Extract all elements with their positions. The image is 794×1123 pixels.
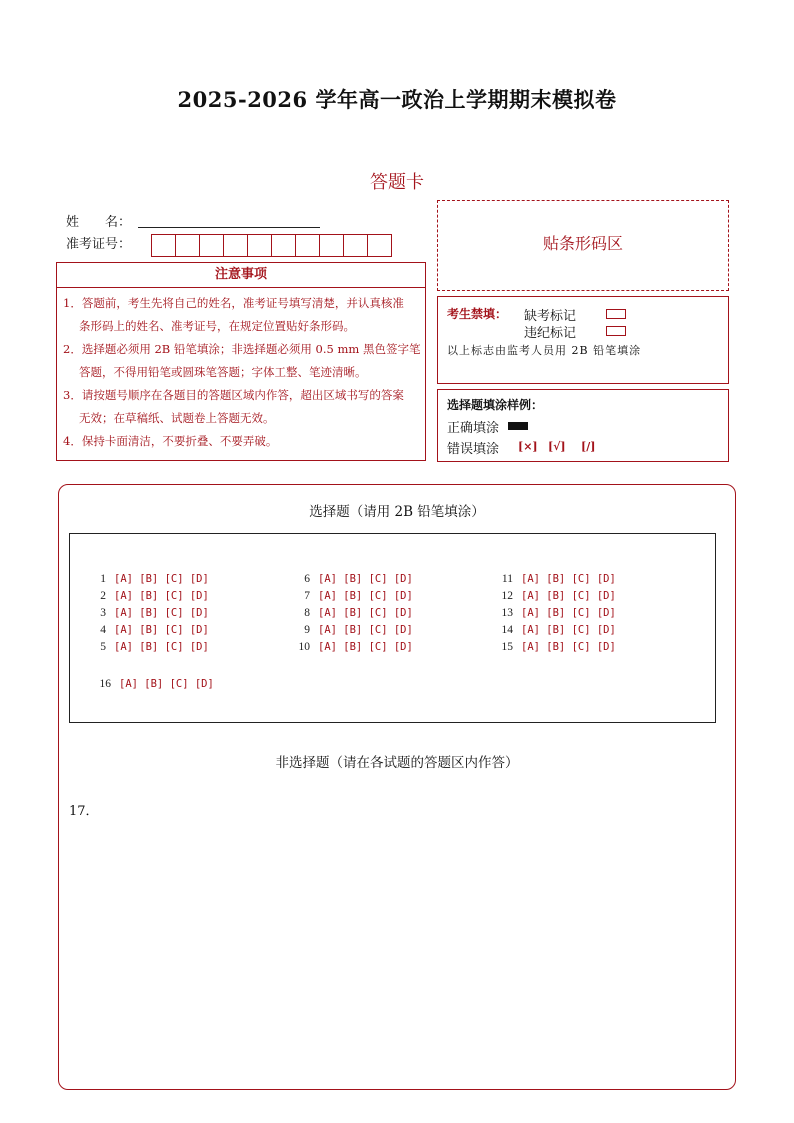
question-row[interactable] <box>497 571 616 588</box>
question-row[interactable] <box>96 571 209 588</box>
question-row[interactable] <box>294 571 413 588</box>
answer-options[interactable]: [A] [B] [C] [D] <box>114 624 209 636</box>
question-number: 16 <box>99 678 111 690</box>
notice-item <box>57 384 425 430</box>
wrong-mark: [√] <box>548 440 566 453</box>
answer-options[interactable]: [A] [B] [C] [D] <box>521 590 616 602</box>
id-digit-box[interactable] <box>343 234 368 257</box>
answer-options[interactable]: [A] [B] [C] [D] <box>318 590 413 602</box>
correct-fill-mark <box>508 422 528 430</box>
answer-options[interactable]: [A] [B] [C] [D] <box>521 573 616 585</box>
question-row[interactable] <box>294 622 413 639</box>
absent-label: 缺考标记 <box>524 309 577 324</box>
question-row[interactable] <box>497 622 616 639</box>
question-17-label: 17． <box>69 804 99 819</box>
question-row[interactable] <box>497 639 616 656</box>
id-digit-box[interactable] <box>247 234 272 257</box>
question-row[interactable] <box>96 622 209 639</box>
forbid-label: 考生禁填： <box>447 307 508 321</box>
forbid-box <box>437 296 729 384</box>
notice-item <box>57 430 425 453</box>
wrong-mark: [/] <box>581 440 596 453</box>
violation-mark[interactable] <box>606 326 626 336</box>
name-label: 姓 名： <box>66 215 132 230</box>
answer-options[interactable]: [A] [B] [C] [D] <box>318 573 413 585</box>
absent-mark[interactable] <box>606 309 626 319</box>
id-digit-box[interactable] <box>223 234 248 257</box>
forbid-note: 以上标志由监考人员用 2B 铅笔填涂 <box>447 344 642 357</box>
choice-column <box>96 571 209 656</box>
question-number: 10 <box>298 641 310 653</box>
wrong-mark: [×] <box>518 440 538 453</box>
question-row[interactable] <box>497 605 616 622</box>
answer-options[interactable]: [A] [B] [C] [D] <box>521 641 616 653</box>
id-digit-box[interactable] <box>151 234 176 257</box>
choice-heading: 选择题（请用 2B 铅笔填涂） <box>309 504 485 520</box>
question-row[interactable] <box>294 639 413 656</box>
question-row[interactable] <box>96 588 209 605</box>
id-digit-box[interactable] <box>367 234 392 257</box>
question-number: 15 <box>501 641 513 653</box>
name-field[interactable] <box>138 227 320 228</box>
question-number: 5 <box>100 641 106 653</box>
answer-options[interactable]: [A] [B] [C] [D] <box>119 678 214 690</box>
question-row[interactable] <box>96 639 209 656</box>
page-title: 2025-2026 学年高一政治上学期期末模拟卷 <box>177 87 617 112</box>
nonchoice-heading: 非选择题（请在各试题的答题区内作答） <box>275 755 519 771</box>
notice-line: 1．答题前，考生先将自己的姓名，准考证号填写清楚，并认真核准 <box>63 296 404 310</box>
answer-options[interactable]: [A] [B] [C] [D] <box>114 573 209 585</box>
notice-line: 4．保持卡面清洁，不要折叠、不要弄破。 <box>63 434 278 448</box>
choice-column <box>497 571 616 656</box>
question-number: 13 <box>501 607 513 619</box>
question-row[interactable] <box>294 588 413 605</box>
question-number: 14 <box>501 624 513 636</box>
notice-line: 无效；在草稿纸、试题卷上答题无效。 <box>79 411 275 425</box>
correct-label: 正确填涂 <box>447 421 500 436</box>
choice-column <box>97 676 214 693</box>
notice-box <box>56 262 426 461</box>
question-row[interactable] <box>497 588 616 605</box>
id-digit-box[interactable] <box>271 234 296 257</box>
id-digit-box[interactable] <box>295 234 320 257</box>
question-row[interactable] <box>97 676 214 693</box>
question-number: 12 <box>501 590 513 602</box>
violation-label: 违纪标记 <box>524 326 577 341</box>
answer-options[interactable]: [A] [B] [C] [D] <box>114 590 209 602</box>
id-digit-box[interactable] <box>319 234 344 257</box>
question-number: 4 <box>100 624 106 636</box>
answer-options[interactable]: [A] [B] [C] [D] <box>521 607 616 619</box>
question-row[interactable] <box>294 605 413 622</box>
fill-sample-box <box>437 389 729 462</box>
notice-item <box>57 292 425 338</box>
answer-options[interactable]: [A] [B] [C] [D] <box>521 624 616 636</box>
barcode-area <box>437 200 729 291</box>
question-number: 8 <box>304 607 310 619</box>
barcode-label: 贴条形码区 <box>542 234 623 253</box>
notice-line: 3．请按题号顺序在各题目的答题区域内作答，超出区域书写的答案 <box>63 388 404 402</box>
answer-options[interactable]: [A] [B] [C] [D] <box>318 641 413 653</box>
notice-line: 2．选择题必须用 2B 铅笔填涂；非选择题必须用 0.5 mm 黑色签字笔 <box>63 342 421 356</box>
question-17-answer-area[interactable] <box>69 822 716 1072</box>
answer-options[interactable]: [A] [B] [C] [D] <box>318 607 413 619</box>
card-title: 答题卡 <box>370 172 424 193</box>
question-number: 3 <box>100 607 106 619</box>
question-number: 7 <box>304 590 310 602</box>
notice-item <box>57 338 425 384</box>
notice-line: 条形码上的姓名、准考证号，在规定位置贴好条形码。 <box>79 319 355 333</box>
id-label: 准考证号： <box>66 237 132 252</box>
notice-heading: 注意事项 <box>57 263 425 288</box>
question-row[interactable] <box>96 605 209 622</box>
answer-options[interactable]: [A] [B] [C] [D] <box>114 607 209 619</box>
question-number: 2 <box>100 590 106 602</box>
question-number: 11 <box>501 573 513 585</box>
notice-line: 答题，不得用铅笔或圆珠笔答题；字体工整、笔迹清晰。 <box>79 365 367 379</box>
wrong-label: 错误填涂 <box>447 442 500 457</box>
id-digit-box[interactable] <box>199 234 224 257</box>
answer-options[interactable]: [A] [B] [C] [D] <box>318 624 413 636</box>
question-number: 6 <box>304 573 310 585</box>
question-number: 1 <box>100 573 106 585</box>
choice-column <box>294 571 413 656</box>
answer-options[interactable]: [A] [B] [C] [D] <box>114 641 209 653</box>
id-number-boxes[interactable] <box>151 234 391 257</box>
question-number: 9 <box>304 624 310 636</box>
id-digit-box[interactable] <box>175 234 200 257</box>
sample-heading: 选择题填涂样例： <box>447 398 544 412</box>
